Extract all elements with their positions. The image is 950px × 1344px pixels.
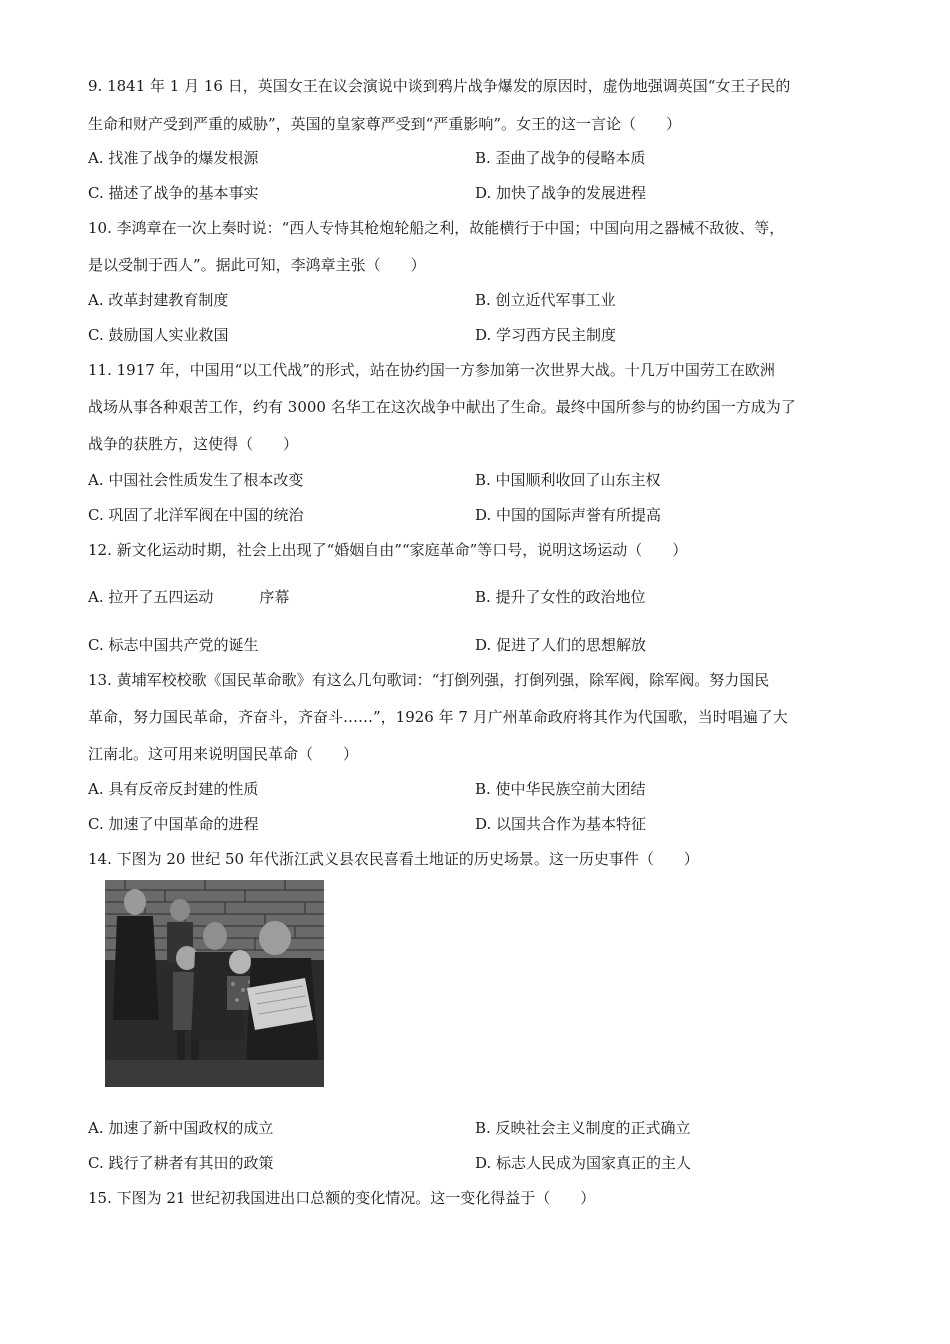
- question-11-stem-line-3: 战争的获胜方，这使得（ ）: [88, 435, 299, 453]
- question-10-stem-line-2: 是以受制于西人”。据此可知，李鸿章主张（ ）: [88, 256, 426, 274]
- question-9-option-c: C. 描述了战争的基本事实: [88, 184, 259, 202]
- question-10-option-d: D. 学习西方民主制度: [475, 326, 617, 344]
- question-11-option-a: A. 中国社会性质发生了根本改变: [88, 471, 304, 489]
- question-12-option-d: D. 促进了人们的思想解放: [475, 636, 647, 654]
- question-15-stem-line-1: 15. 下图为 21 世纪初我国进出口总额的变化情况。这一变化得益于（ ）: [88, 1189, 596, 1207]
- question-11-option-b: B. 中国顺利收回了山东主权: [475, 471, 661, 489]
- question-14-stem-line-1: 14. 下图为 20 世纪 50 年代浙江武义县农民喜看土地证的历史场景。这一历史事件（ ）: [88, 850, 699, 868]
- question-13-option-c: C. 加速了中国革命的进程: [88, 815, 259, 833]
- question-12-option-a-suffix: 序幕: [259, 588, 290, 606]
- question-14-option-c: C. 践行了耕者有其田的政策: [88, 1154, 274, 1172]
- question-9-option-a: A. 找准了战争的爆发根源: [88, 149, 259, 167]
- question-11-stem-line-1: 11. 1917 年，中国用“以工代战”的形式，站在协约国一方参加第一次世界大战。十几万中国劳工在欧洲: [88, 361, 775, 379]
- question-11-option-c: C. 巩固了北洋军阀在中国的统治: [88, 506, 304, 524]
- question-9-stem-line-1: 9. 1841 年 1 月 16 日，英国女王在议会演说中谈到鸦片战争爆发的原因时，虚伪地强调英国“女王子民的: [88, 77, 791, 95]
- question-12-stem-line-1: 12. 新文化运动时期，社会上出现了“婚姻自由”“家庭革命”等口号，说明这场运动（ ）: [88, 541, 688, 559]
- question-10-option-b: B. 创立近代军事工业: [475, 291, 616, 309]
- land-certificate-photo: [105, 880, 324, 1087]
- question-9-stem-line-2: 生命和财产受到严重的威胁”，英国的皇家尊严受到“严重影响”。女王的这一言论（ ）: [88, 115, 682, 133]
- question-12-option-b: B. 提升了女性的政治地位: [475, 588, 646, 606]
- question-12-option-a: [88, 587, 289, 607]
- question-10-option-c: C. 鼓励国人实业救国: [88, 326, 229, 344]
- question-12-option-c: C. 标志中国共产党的诞生: [88, 636, 259, 654]
- question-13-stem-line-3: 江南北。这可用来说明国民革命（ ）: [88, 745, 359, 763]
- question-13-stem-line-2: 革命，努力国民革命，齐奋斗，齐奋斗……”，1926 年 7 月广州革命政府将其作为代国歌，当时唱遍了大: [88, 708, 788, 726]
- question-14-option-d: D. 标志人民成为国家真正的主人: [475, 1154, 692, 1172]
- question-10-option-a: A. 改革封建教育制度: [88, 291, 229, 309]
- question-13-option-b: B. 使中华民族空前大团结: [475, 780, 646, 798]
- question-13-option-d: D. 以国共合作为基本特征: [475, 815, 647, 833]
- question-10-stem-line-1: 10. 李鸿章在一次上奏时说：“西人专恃其枪炮轮船之利，故能横行于中国；中国向用之器械不敌彼、等，: [88, 219, 785, 237]
- question-14-option-b: B. 反映社会主义制度的正式确立: [475, 1119, 691, 1137]
- question-11-stem-line-2: 战场从事各种艰苦工作，约有 3000 名华工在这次战争中献出了生命。最终中国所参与的协约国一方成为了: [88, 398, 796, 416]
- question-13-option-a: A. 具有反帝反封建的性质: [88, 780, 259, 798]
- question-9-option-b: B. 歪曲了战争的侵略本质: [475, 149, 646, 167]
- question-9-option-d: D. 加快了战争的发展进程: [475, 184, 647, 202]
- question-13-stem-line-1: 13. 黄埔军校校歌《国民革命歌》有这么几句歌词：“打倒列强，打倒列强，除军阀，除军阀。努力国民: [88, 671, 770, 689]
- question-14-option-a: A. 加速了新中国政权的成立: [88, 1119, 274, 1137]
- question-11-option-d: D. 中国的国际声誉有所提高: [475, 506, 662, 524]
- question-12-option-a-text: A. 拉开了五四运动: [88, 588, 214, 606]
